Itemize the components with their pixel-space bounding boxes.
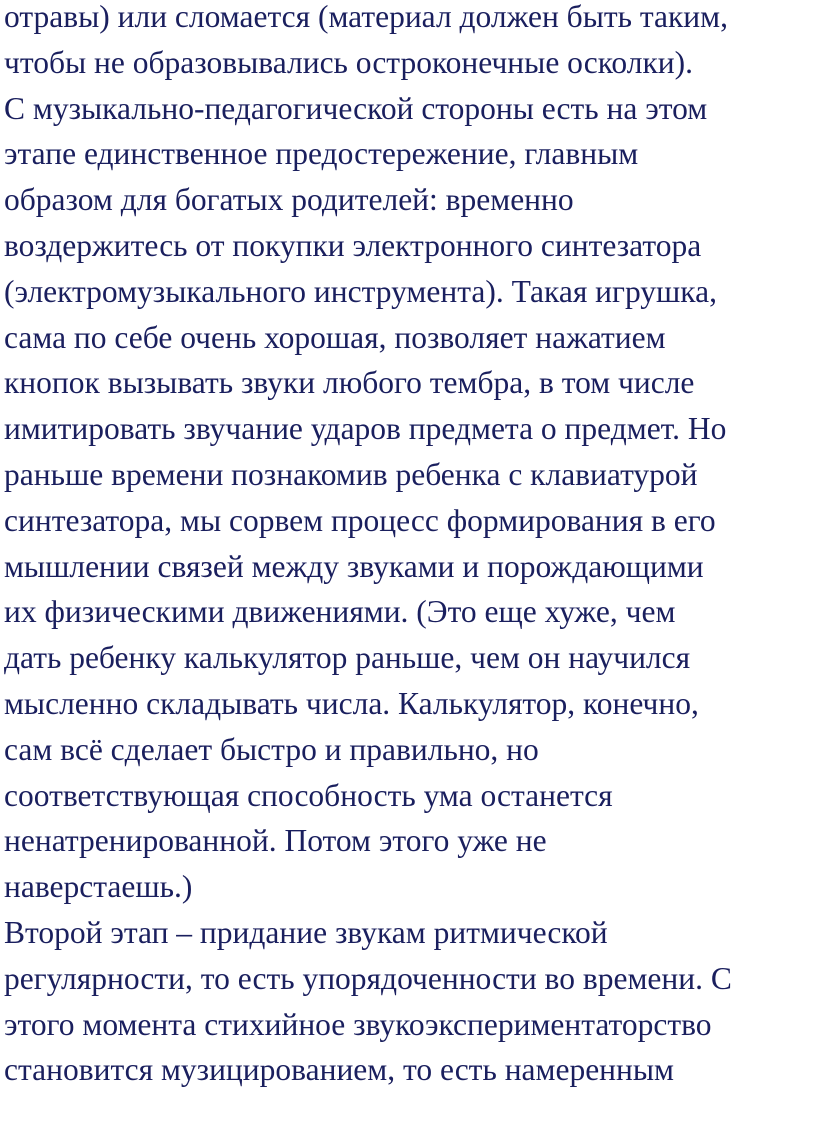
- text-line: мысленно складывать числа. Калькулятор, конечно,: [4, 685, 699, 721]
- text-line: Второй этап – придание звукам ритмической: [4, 914, 608, 950]
- text-line: воздержитесь от покупки электронного синтезатора: [4, 227, 702, 263]
- text-line: ненатренированной. Потом этого уже не: [4, 823, 547, 859]
- text-line: С музыкально-педагогической стороны есть на этом: [4, 90, 708, 126]
- text-line: кнопок вызывать звуки любого тембра, в том числе: [4, 365, 695, 401]
- text-line: раньше времени познакомив ребенка с клавиатурой: [4, 456, 698, 492]
- text-line: регулярности, то есть упорядоченности во времени. С: [4, 960, 732, 996]
- text-line: дать ребенку калькулятор раньше, чем он научился: [4, 640, 691, 676]
- text-line: соответствующая способность ума останется: [4, 777, 613, 813]
- text-line: мышлении связей между звуками и порождающими: [4, 548, 704, 584]
- text-line: сама по себе очень хорошая, позволяет нажатием: [4, 319, 666, 355]
- text-line: наверстаешь.): [4, 869, 193, 905]
- text-line: синтезатора, мы сорвем процесс формирования в его: [4, 502, 716, 538]
- text-line: их физическими движениями. (Это еще хуже, чем: [4, 594, 676, 630]
- text-line: отравы) или сломается (материал должен быть таким,: [4, 0, 728, 34]
- text-line: имитировать звучание ударов предмета о предмет. Но: [4, 411, 727, 447]
- text-line: этого момента стихийное звукоэкспериментаторство: [4, 1006, 712, 1042]
- text-line: этапе единственное предостережение, главным: [4, 136, 639, 172]
- text-line: чтобы не образовывались остроконечные осколки).: [4, 44, 693, 80]
- text-line: становится музицированием, то есть намеренным: [4, 1052, 674, 1088]
- text-line: образом для богатых родителей: временно: [4, 182, 574, 218]
- text-line: сам всё сделает быстро и правильно, но: [4, 731, 539, 767]
- text-line: (электромузыкального инструмента). Такая игрушка,: [4, 273, 717, 309]
- document-body-text: [4, 0, 816, 1093]
